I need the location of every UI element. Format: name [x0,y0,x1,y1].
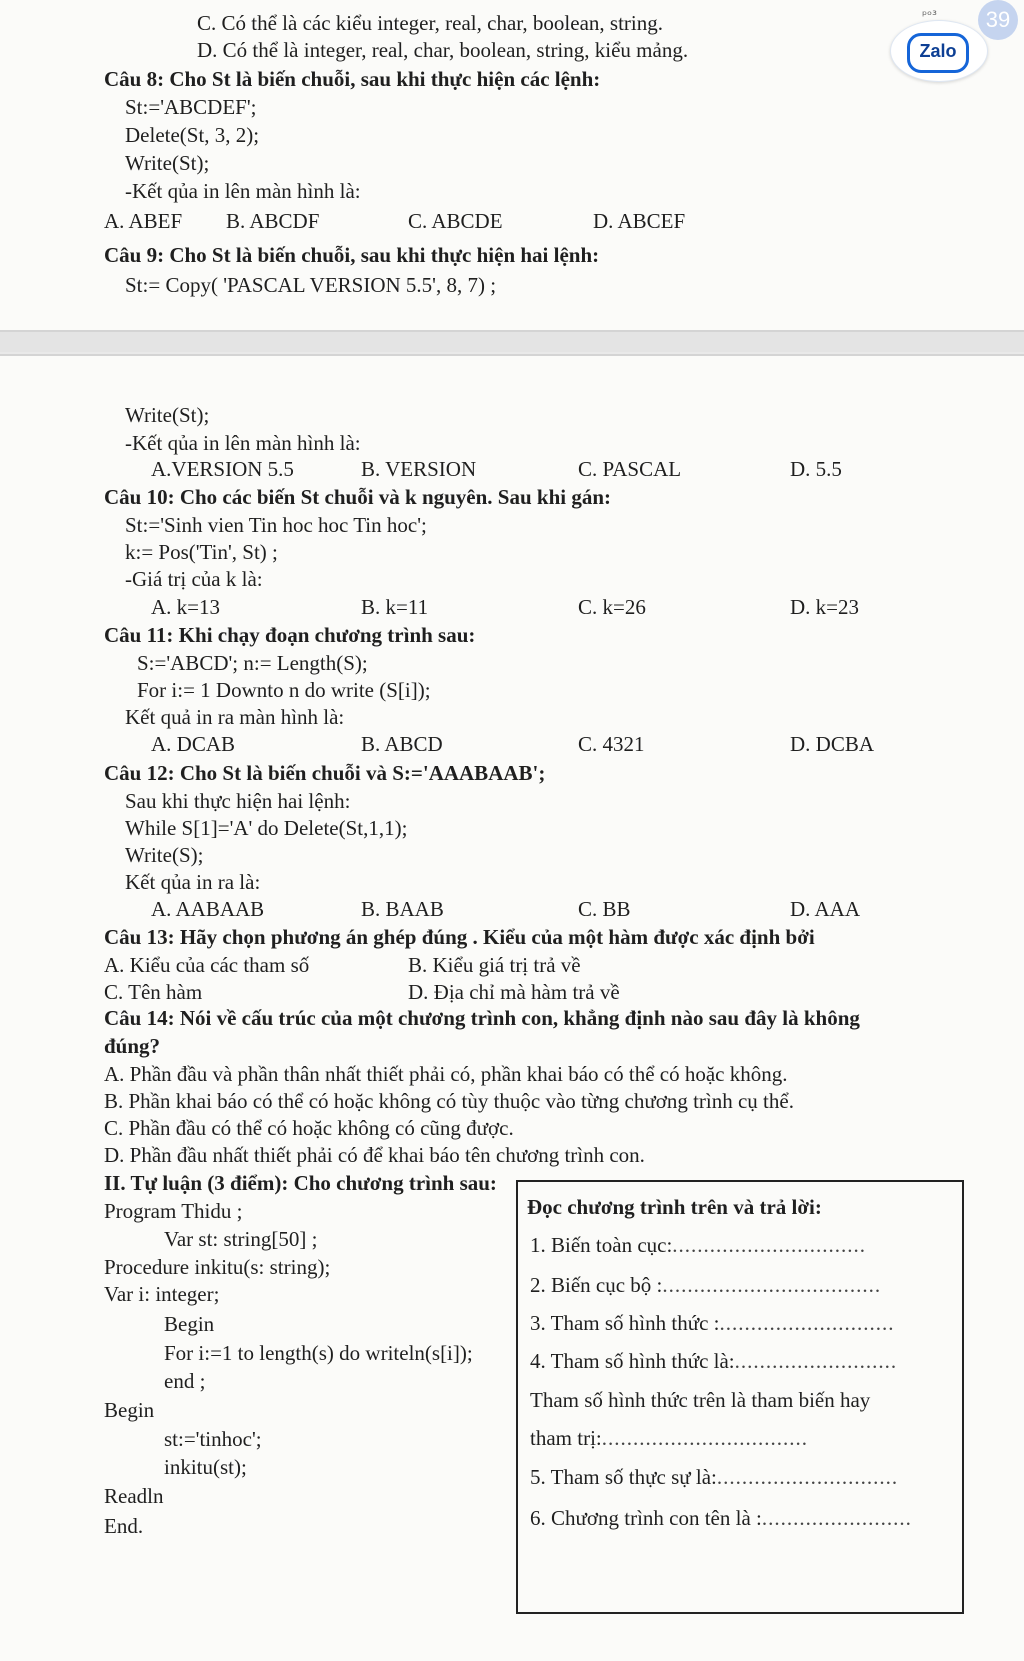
q11-prompt: Kết quả in ra màn hình là: [125,705,345,729]
program-line: Var i: integer; [104,1282,220,1306]
program-line: Readln [104,1484,164,1508]
answer-q3 [530,1310,894,1336]
q10-title: Câu 10: Cho các biến St chuỗi và k nguyên. Sau khi gán: [104,485,612,509]
q11-option-d: D. DCBA [790,732,875,756]
q13-option-b: B. Kiểu giá trị trả về [408,953,581,977]
q9-option-c: C. PASCAL [578,457,682,481]
answer-q4 [530,1348,897,1374]
answer-q1 [530,1232,866,1258]
program-line: For i:=1 to length(s) do writeln(s[i]); [164,1341,473,1365]
answer-q3-label: 3. Tham số hình thức : [530,1311,720,1335]
answer-q2 [530,1272,881,1298]
answer-q6 [530,1505,912,1531]
program-line: Begin [164,1312,215,1336]
q8-option-d: D. ABCEF [593,209,686,233]
q12-code-line: Write(S); [125,843,204,867]
program-line: inkitu(st); [164,1455,247,1479]
q13-option-c: C. Tên hàm [104,980,203,1004]
essay-title: II. Tự luận (3 điểm): Cho chương trình sau: [104,1171,497,1195]
q9-option-d: D. 5.5 [790,457,842,481]
q8-code-line: Delete(St, 3, 2); [125,123,260,147]
q14-option-a: A. Phần đầu và phần thân nhất thiết phải có, phần khai báo có thể có hoặc không. [104,1062,788,1086]
answer-heading: Đọc chương trình trên và trả lời: [527,1195,822,1219]
answer-q4-cont [530,1425,808,1451]
q7-option-c: C. Có thể là các kiểu integer, real, char, boolean, string. [197,11,663,35]
answer-q2-blank[interactable]: ................................... [662,1273,882,1297]
q12-option-d: D. AAA [790,897,861,921]
answer-q1-blank[interactable]: ............................... [672,1233,867,1257]
q8-code-line: Write(St); [125,151,210,175]
q9-code-line: Write(St); [125,403,210,427]
q13-title: Câu 13: Hãy chọn phương án ghép đúng . Kiểu của một hàm được xác định bởi [104,925,815,949]
answer-q6-label: 6. Chương trình con tên là : [530,1506,762,1530]
q10-code-line: St:='Sinh vien Tin hoc hoc Tin hoc'; [125,513,427,537]
q9-code-line: St:= Copy( 'PASCAL VERSION 5.5', 8, 7) ; [125,273,497,297]
zalo-watermark [890,20,988,82]
q12-option-c: C. BB [578,897,631,921]
q8-code-line: St:='ABCDEF'; [125,95,257,119]
q11-code-line: For i:= 1 Downto n do write (S[i]); [137,678,431,702]
q11-code-line: S:='ABCD'; n:= Length(S); [137,651,368,675]
q10-option-c: C. k=26 [578,595,646,619]
page-gap [0,332,1024,352]
page-number-badge: 39 [978,0,1018,40]
program-line: Program Thidu ; [104,1199,243,1223]
q10-option-b: B. k=11 [361,595,429,619]
q13-option-a: A. Kiểu của các tham số [104,953,310,977]
answer-q4-cont-blank[interactable]: ................................. [601,1426,808,1450]
answer-q2-label: 2. Biến cục bộ : [530,1273,663,1297]
q8-title: Câu 8: Cho St là biến chuỗi, sau khi thực hiện các lệnh: [104,67,601,91]
q11-option-a: A. DCAB [151,732,236,756]
q8-option-b: B. ABCDF [226,209,320,233]
q12-text: Sau khi thực hiện hai lệnh: [125,789,351,813]
q11-option-b: B. ABCD [361,732,443,756]
program-line: Procedure inkitu(s: string); [104,1255,331,1279]
program-line: end ; [164,1369,206,1393]
q9-option-b: B. VERSION [361,457,477,481]
q8-option-c: C. ABCDE [408,209,503,233]
answer-q1-label: 1. Biến toàn cục: [530,1233,673,1257]
q8-option-a: A. ABEF [104,209,183,233]
q12-option-a: A. AABAAB [151,897,265,921]
q11-title: Câu 11: Khi chạy đoạn chương trình sau: [104,623,476,647]
q9-option-a: A.VERSION 5.5 [151,457,294,481]
program-line: End. [104,1514,144,1538]
q14-title: Câu 14: Nói về cấu trúc của một chương trình con, khẳng định nào sau đây là không [104,1006,860,1030]
q14-option-c: C. Phần đầu có thể có hoặc không có cũng được. [104,1116,514,1140]
page-top-section [0,0,1024,332]
q12-option-b: B. BAAB [361,897,444,921]
q12-title: Câu 12: Cho St là biến chuỗi và S:='AAABAAB'; [104,761,546,785]
program-line: st:='tinhoc'; [164,1427,262,1451]
q9-title: Câu 9: Cho St là biến chuỗi, sau khi thực hiện hai lệnh: [104,243,600,267]
q10-code-line: k:= Pos('Tin', St) ; [125,540,278,564]
answer-q3-blank[interactable]: ............................ [719,1311,895,1335]
q10-prompt: -Giá trị của k là: [125,567,263,591]
q13-option-d: D. Địa chỉ mà hàm trả về [408,980,620,1004]
q14-option-b: B. Phần khai báo có thể có hoặc không có tùy thuộc vào từng chương trình cụ thể. [104,1089,794,1113]
q8-prompt: -Kết qủa in lên màn hình là: [125,179,361,203]
answer-q4-blank[interactable]: .......................... [734,1349,898,1373]
answer-q4-text: Tham số hình thức trên là tham biến hay [530,1388,871,1412]
q12-prompt: Kết qủa in ra là: [125,870,261,894]
q10-option-a: A. k=13 [151,595,221,619]
sticker-deco-icon: ᵖᵒ³ [922,8,937,22]
zalo-logo-icon: Zalo [907,33,969,73]
q14-option-d: D. Phần đầu nhất thiết phải có để khai báo tên chương trình con. [104,1143,645,1167]
q11-option-c: C. 4321 [578,732,645,756]
answer-q5-label: 5. Tham số thực sự là: [530,1465,717,1489]
answer-q5 [530,1464,898,1490]
answer-q5-blank[interactable]: ............................. [716,1465,899,1489]
q14-title-cont: đúng? [104,1034,161,1058]
program-line: Begin [104,1398,155,1422]
answer-q4-label: 4. Tham số hình thức là: [530,1349,735,1373]
q12-code-line: While S[1]='A' do Delete(St,1,1); [125,816,408,840]
answer-q6-blank[interactable]: ........................ [761,1506,912,1530]
q10-option-d: D. k=23 [790,595,860,619]
q7-option-d: D. Có thể là integer, real, char, boolean, string, kiểu mảng. [197,38,689,62]
q9-prompt: -Kết qủa in lên màn hình là: [125,431,361,455]
program-line: Var st: string[50] ; [164,1227,318,1251]
answer-q4-cont-label: tham trị: [530,1426,602,1450]
